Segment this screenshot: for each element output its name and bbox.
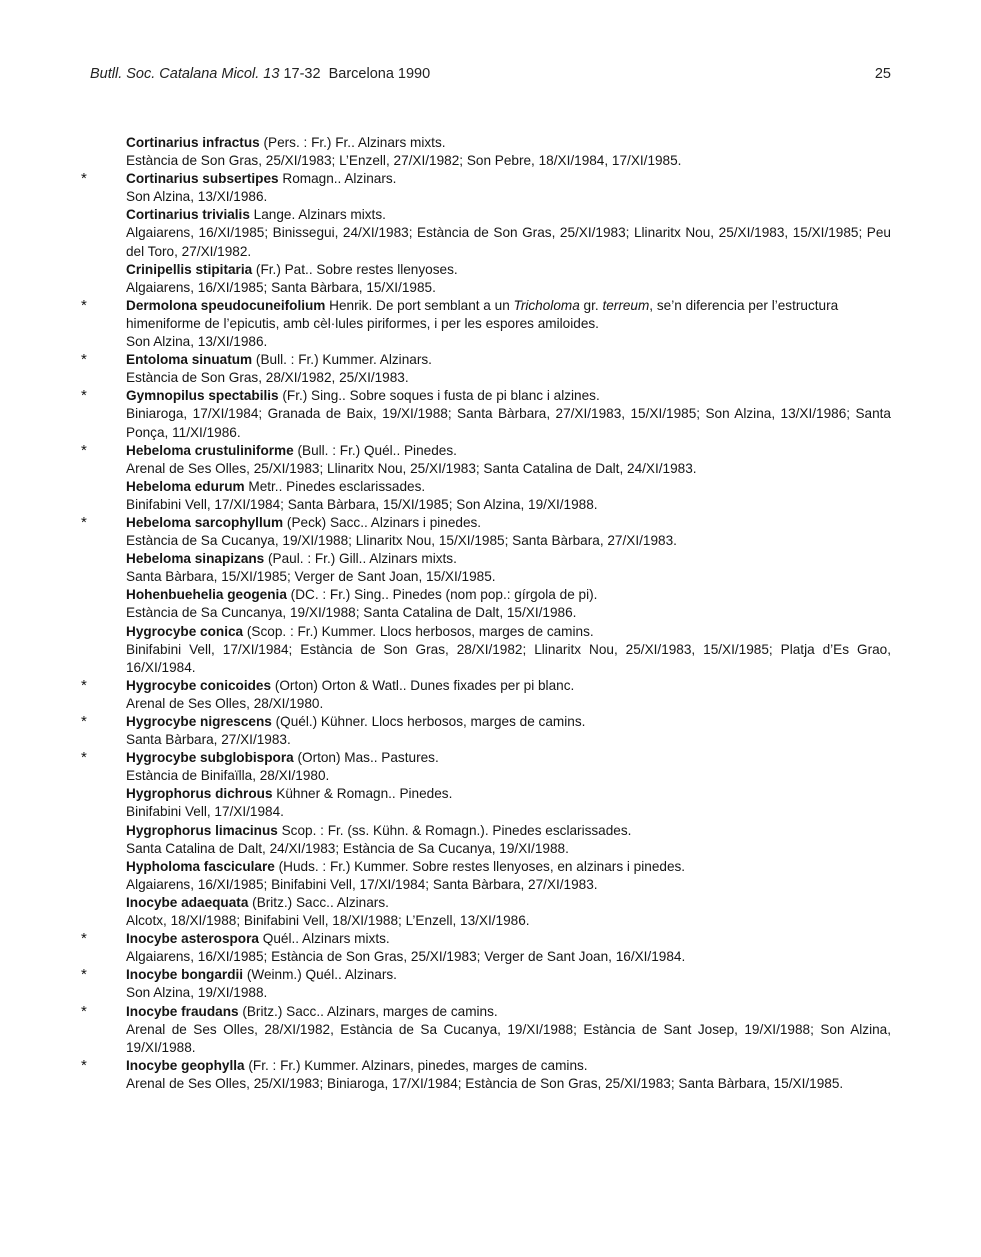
species-author: (Bull. : Fr.) Kummer [252,352,373,368]
species-heading [126,387,891,405]
species-author: Scop. : Fr. (ss. Kühn. & Romagn.). [277,822,489,838]
species-name: Inocybe asterospora [126,931,259,947]
species-habitat: . Alzinars mixts. [291,207,386,223]
species-author: (Peck) Sacc. [283,514,364,530]
species-habitat: . Alzinars. [337,171,397,187]
species-entry [81,261,891,297]
species-habitat: . Alzinars mixts. [351,135,446,150]
species-name: Inocybe fraudans [126,1003,239,1019]
species-localities: Estància de Sa Cuncanya, 19/XI/1988; Santa Catalina de Dalt, 15/XI/1986. [126,605,577,621]
species-entry [81,550,891,586]
species-name: Gymnopilus spectabilis [126,388,279,404]
species-heading [126,550,891,568]
species-name: Hygrocybe conicoides [126,677,272,693]
species-author: (DC. : Fr.) Sing. [286,587,386,603]
species-name: Hebeloma edurum [126,478,245,494]
new-record-asterisk: * [81,1056,87,1074]
species-localities: Estància de Sa Cucanya, 19/XI/1988; Llinaritx Nou, 15/XI/1985; Santa Bàrbara, 27/XI/1983. [126,533,677,549]
new-record-asterisk: * [81,296,87,314]
species-entry [81,858,891,894]
species-name: Entoloma sinuatum [126,352,253,368]
species-entry [81,1003,891,1057]
species-author: (Britz.) Sacc. [238,1003,321,1019]
species-entry [81,170,891,206]
species-habitat: . Alzinars. [329,894,389,910]
species-habitat-italic: terreum [602,297,650,313]
species-habitat: . Alzinars. [338,967,397,983]
new-record-asterisk: * [81,351,87,369]
species-author: Romagn. [278,171,338,187]
species-habitat: . Pastures. [373,750,439,766]
new-record-asterisk: * [81,1002,87,1020]
species-author: Kühner & Romagn. [272,786,392,802]
species-entry [81,623,891,677]
species-author: (Scop. : Fr.) Kummer [243,623,373,639]
species-habitat: . Sobre restes llenyoses, en alzinars i pinedes. [404,858,686,874]
species-list [81,134,891,1093]
species-name: Crinipellis stipitaria [126,261,253,277]
species-localities: Arenal de Ses Olles, 25/XI/1983; Llinaritx Nou, 25/XI/1983; Santa Catalina de Dalt, 24/XI/1983. [126,460,697,476]
species-name: Hygrocybe subglobispora [126,750,294,766]
journal-citation [90,66,430,82]
species-localities: Algaiarens, 16/XI/1985; Estància de Son Gras, 25/XI/1983; Verger de Sant Joan, 16/XI/1984. [126,949,686,965]
species-name: Inocybe adaequata [126,894,249,910]
journal-pages-place-year: 17-32 Barcelona 1990 [283,66,431,82]
species-habitat: . Alzinars. [373,352,432,368]
species-heading [126,894,891,912]
new-record-asterisk: * [81,513,87,531]
species-heading [126,206,891,224]
species-habitat: . Llocs herbosos, marges de camins. [364,714,586,729]
species-heading [126,351,891,369]
species-name: Hygrocybe nigrescens [126,714,272,729]
species-name: Hygrophorus dichrous [126,786,273,802]
species-author: (Britz.) Sacc. [248,894,330,910]
species-heading [126,1057,891,1075]
species-habitat: . Sobre soques i fusta de pi blanc i alzines. [342,388,600,404]
species-heading [126,134,891,152]
species-entry [81,677,891,713]
species-habitat: , se’n diferencia per l’estructura himeniforme de l’epicutis, amb cèl·lules piriformes, i per les espores amiloides. [126,297,839,331]
species-heading [126,261,891,279]
species-name: Hygrocybe conica [126,623,244,639]
species-name: Hygrophorus limacinus [126,822,278,838]
species-localities: Estància de Binifaïlla, 28/XI/1980. [126,768,330,784]
species-author: (Orton) Mas. [293,750,374,766]
species-entry [81,966,891,1002]
species-author: Metr. [244,478,279,494]
new-record-asterisk: * [81,676,87,694]
species-entry [81,930,891,966]
species-heading [126,586,891,604]
species-habitat: . Alzinars mixts. [295,931,390,947]
species-entry [81,442,891,478]
species-localities: Son Alzina, 13/XI/1986. [126,334,268,350]
species-name: Hohenbuehelia geogenia [126,587,287,603]
species-habitat: . Alzinars, marges de camins. [320,1003,498,1019]
species-localities: Binifabini Vell, 17/XI/1984; Santa Bàrbara, 15/XI/1985; Son Alzina, 19/XI/1988. [126,496,598,512]
species-localities: Binifabini Vell, 17/XI/1984; Estància de Son Gras, 28/XI/1982; Llinaritx Nou, 25/XI/1983, 15/XI/1985; Platja d’Es Grao, 16/XI/1984. [126,641,891,675]
species-habitat: . Pinedes (nom pop.: gírgola de pi). [385,587,598,603]
species-localities: Arenal de Ses Olles, 28/XI/1982, Estància de Sa Cucanya, 19/XI/1988; Estància de Sant Josep, 19/XI/1988; Son Alzina, 19/XI/1988. [126,1021,891,1055]
species-localities: Santa Bàrbara, 15/XI/1985; Verger de Sant Joan, 15/XI/1985. [126,569,496,585]
species-heading [126,442,891,460]
species-localities: Son Alzina, 13/XI/1986. [126,189,268,205]
species-habitat: . Dunes fixades per pi blanc. [402,677,575,693]
species-heading [126,170,891,188]
species-habitat: . Alzinars mixts. [362,551,457,567]
species-entry [81,1057,891,1093]
species-heading [126,677,891,695]
species-heading [126,785,891,803]
species-author: (Huds. : Fr.) Kummer [274,858,405,874]
species-heading [126,514,891,532]
species-entry [81,351,891,387]
species-localities: Son Alzina, 19/XI/1988. [126,985,268,1001]
species-habitat: . Llocs herbosos, marges de camins. [372,623,594,639]
species-author: (Paul. : Fr.) Gill. [264,551,363,567]
species-heading [126,822,891,840]
new-record-asterisk: * [81,170,87,188]
species-habitat: . De port semblant a un [368,297,514,313]
species-entry [81,297,891,351]
species-localities: Algaiarens, 16/XI/1985; Binifabini Vell, 17/XI/1984; Santa Bàrbara, 27/XI/1983. [126,876,598,892]
species-name: Inocybe geophylla [126,1057,245,1073]
species-name: Inocybe bongardii [126,967,244,983]
species-localities: Biniaroga, 17/XI/1984; Granada de Baix, 19/XI/1988; Santa Bàrbara, 27/XI/1983, 15/XI/1985; Son Alzina, 13/XI/1986; Santa Ponça, 11/XI/1986. [126,406,891,440]
species-heading [126,930,891,948]
new-record-asterisk: * [81,713,87,730]
species-heading [126,858,891,876]
species-localities: Arenal de Ses Olles, 25/XI/1983; Biniaroga, 17/XI/1984; Estància de Son Gras, 25/XI/1983; Santa Bàrbara, 15/XI/1985. [126,1075,844,1091]
species-entry [81,514,891,550]
species-name: Hebeloma sarcophyllum [126,514,284,530]
species-localities: Arenal de Ses Olles, 28/XI/1980. [126,695,324,711]
species-entry [81,749,891,785]
species-habitat-italic: Tricholoma [513,297,580,313]
new-record-asterisk: * [81,930,87,948]
species-localities: Santa Bàrbara, 27/XI/1983. [126,732,291,748]
species-heading [126,297,891,333]
species-author: (Weinm.) Quél. [243,967,339,983]
species-entry [81,387,891,441]
species-author: (Fr.) Sing. [278,388,343,404]
species-author: Quél. [258,931,296,947]
running-head [90,66,891,86]
species-entry [81,206,891,260]
species-author: (Pers. : Fr.) Fr. [259,135,352,150]
species-author: (Fr.) Pat. [252,261,309,277]
species-entry [81,713,891,749]
species-heading [126,966,891,984]
species-author: Lange [249,207,292,223]
species-name: Hebeloma sinapizans [126,551,265,567]
species-habitat: . Alzinars i pinedes. [363,514,482,530]
species-heading [126,749,891,767]
species-localities: Estància de Son Gras, 25/XI/1983; L’Enzell, 27/XI/1982; Son Pebre, 18/XI/1984, 17/XI/1985. [126,153,682,169]
species-localities: Santa Catalina de Dalt, 24/XI/1983; Estància de Sa Cucanya, 19/XI/1988. [126,840,569,856]
species-name: Cortinarius infractus [126,135,260,150]
species-localities: Binifabini Vell, 17/XI/1984. [126,804,284,820]
species-entry [81,785,891,821]
new-record-asterisk: * [81,966,87,984]
species-heading [126,1003,891,1021]
species-name: Cortinarius subsertipes [126,171,279,187]
new-record-asterisk: * [81,441,87,459]
species-name: Dermolona speudocuneifolium [126,297,326,313]
species-author: (Quél.) Kühner [271,714,365,729]
species-name: Hypholoma fasciculare [126,858,275,874]
species-localities: Alcotx, 18/XI/1988; Binifabini Vell, 18/XI/1988; L’Enzell, 13/XI/1986. [126,913,530,929]
page-number: 25 [874,66,891,82]
journal-name: Butll. Soc. Catalana Micol. [90,66,260,82]
species-habitat: . Pinedes. [396,442,457,458]
species-habitat: . Alzinars, pinedes, marges de camins. [354,1057,588,1073]
species-name: Cortinarius trivialis [126,207,250,223]
species-heading [126,478,891,496]
species-habitat: . Pinedes esclarissades. [278,478,426,494]
journal-volume: 13 [263,66,280,82]
species-localities: Estància de Son Gras, 28/XI/1982, 25/XI/1983. [126,370,409,386]
species-entry [81,134,891,170]
species-habitat: gr. [579,297,603,313]
species-heading [126,713,891,731]
species-name: Hebeloma crustuliniforme [126,442,294,458]
species-localities: Algaiarens, 16/XI/1985; Binissegui, 24/XI/1983; Estància de Son Gras, 25/XI/1983; Llinaritx Nou, 25/XI/1983, 15/XI/1985; Peu del Toro, 27/XI/1982. [126,225,891,259]
species-entry [81,478,891,514]
species-entry [81,586,891,622]
species-author: Henrik [325,297,369,313]
species-heading [126,623,891,641]
species-author: (Orton) Orton & Watl. [271,677,403,693]
species-entry [81,894,891,930]
species-localities: Algaiarens, 16/XI/1985; Santa Bàrbara, 15/XI/1985. [126,279,436,295]
species-habitat: . Sobre restes llenyoses. [308,261,458,277]
new-record-asterisk: * [81,749,87,767]
species-habitat: . Pinedes. [391,786,453,802]
species-author: (Bull. : Fr.) Quél. [293,442,397,458]
species-habitat: Pinedes esclarissades. [488,822,632,838]
species-author: (Fr. : Fr.) Kummer [244,1057,355,1073]
new-record-asterisk: * [81,387,87,405]
species-entry [81,822,891,858]
